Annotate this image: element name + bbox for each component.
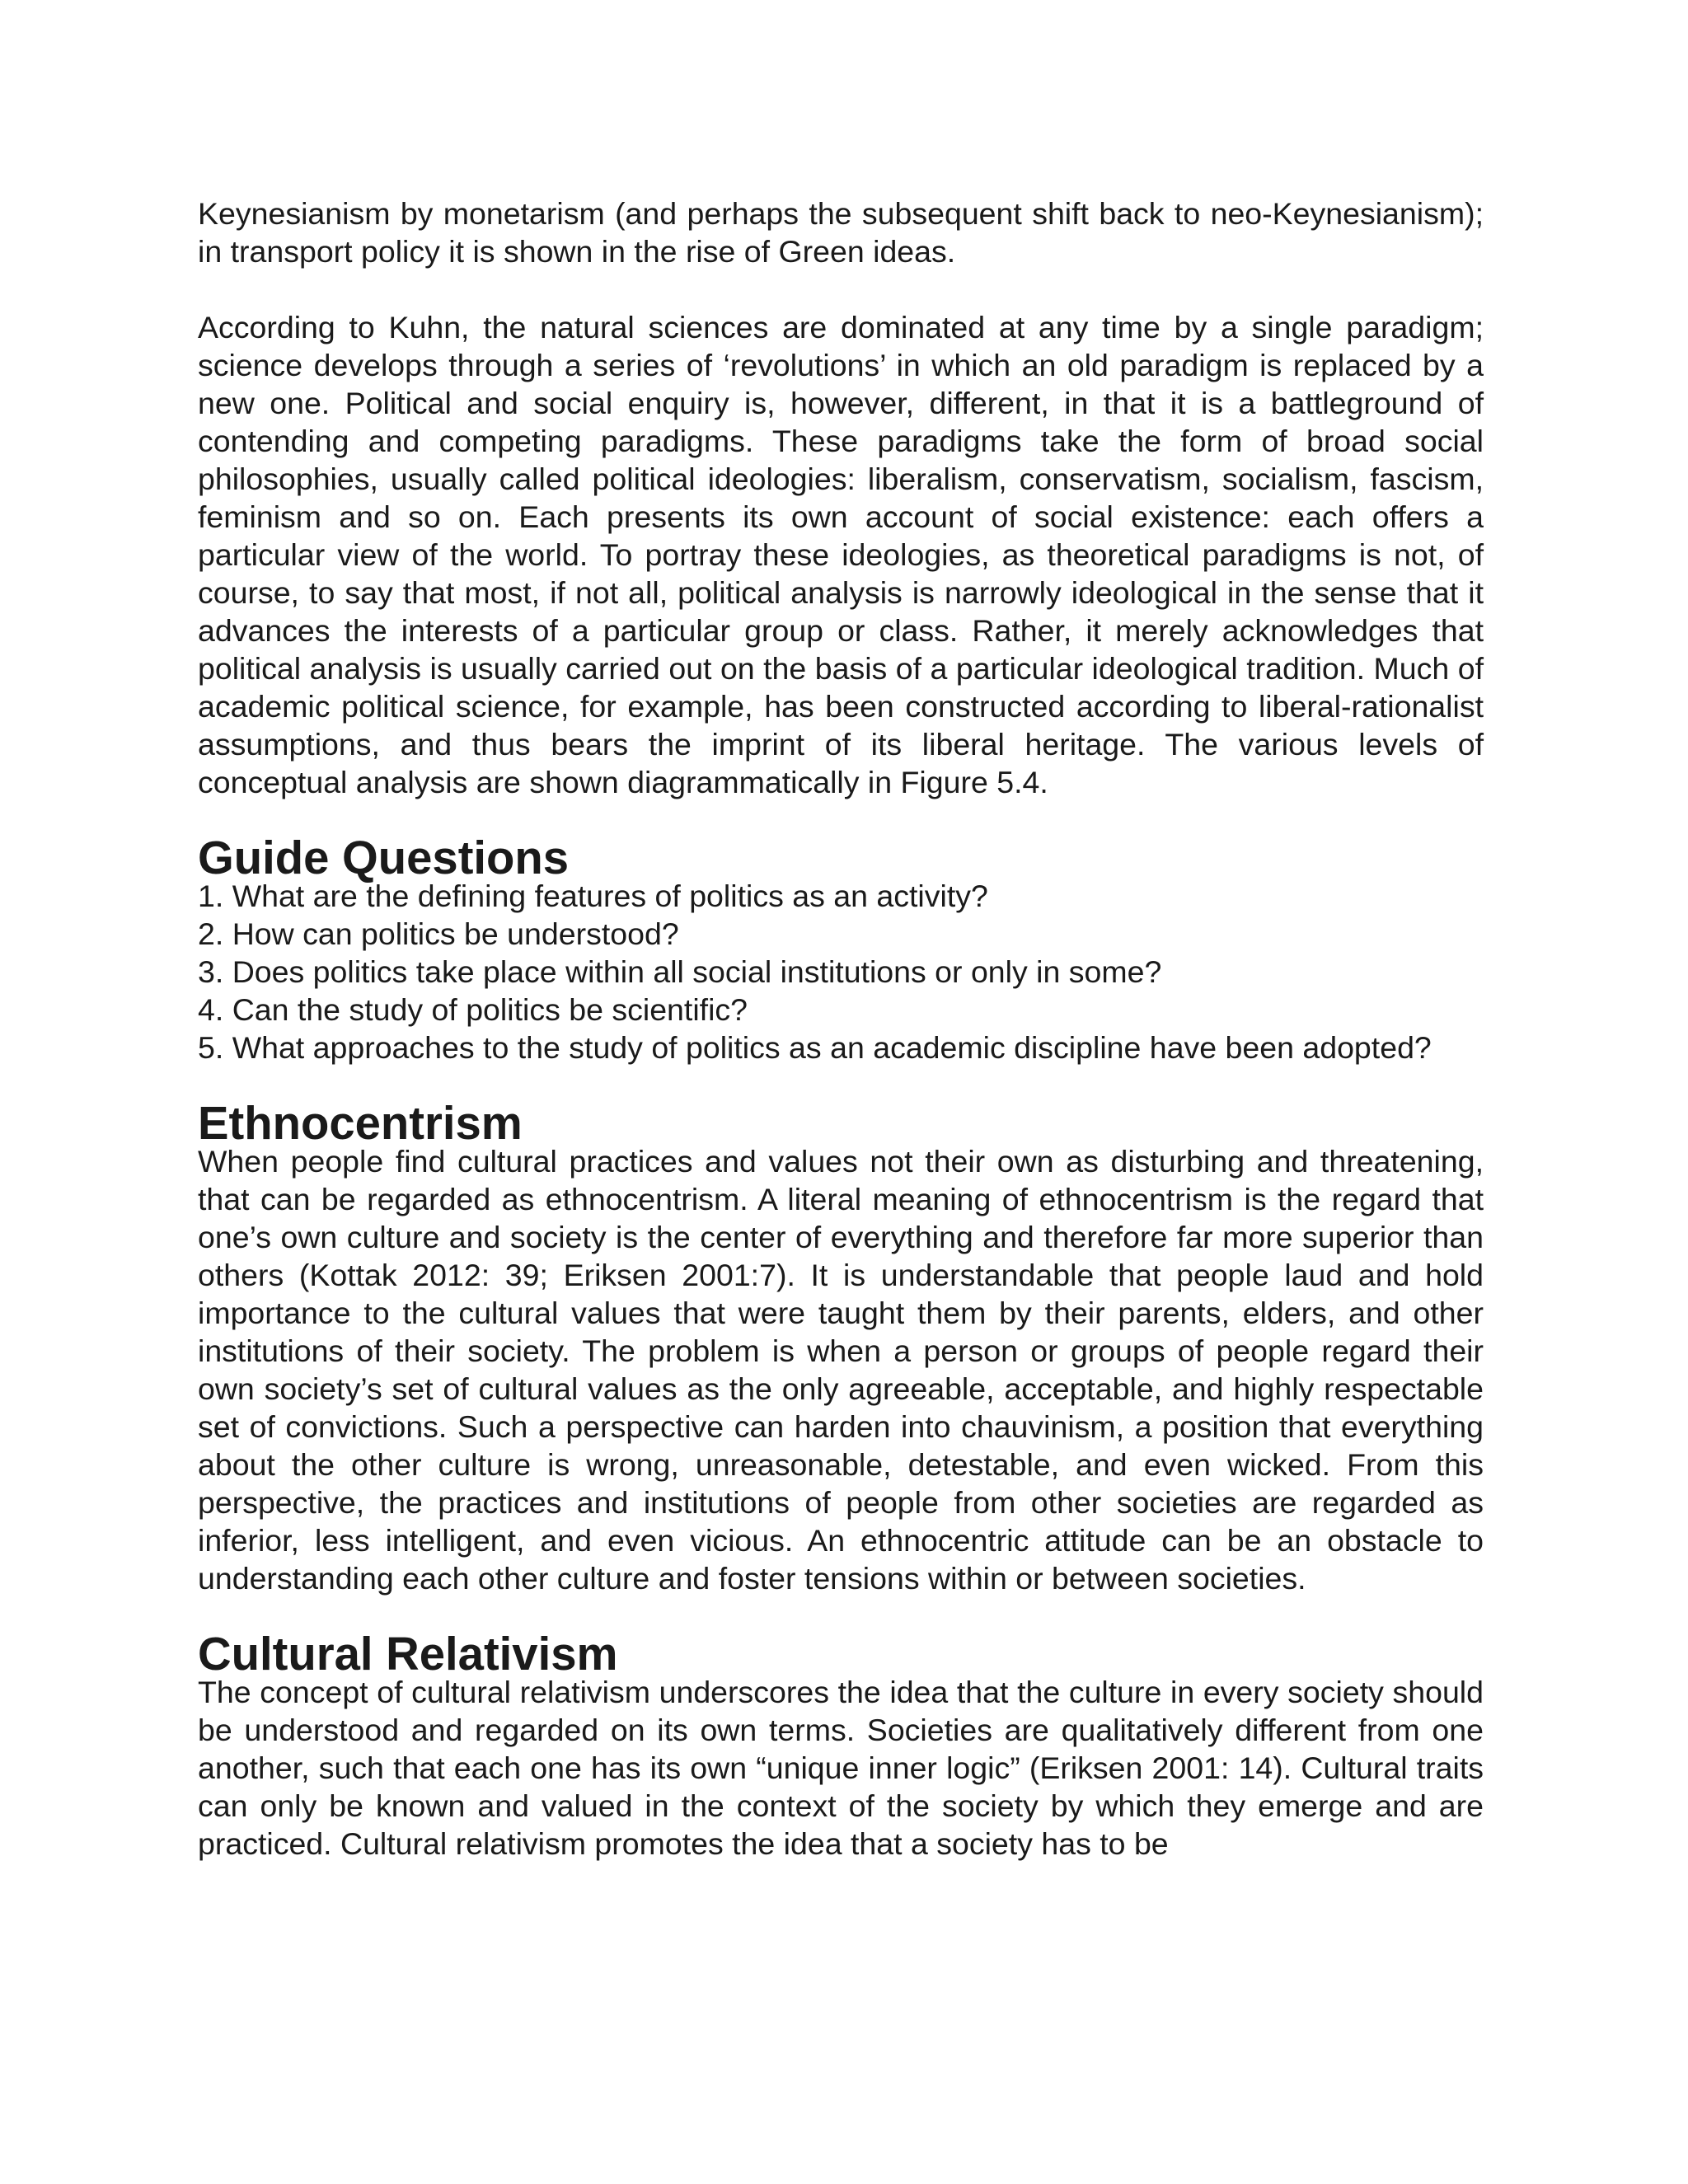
cultural-relativism-heading: Cultural Relativism	[198, 1628, 618, 1680]
paragraph-kuhn-paradigms: According to Kuhn, the natural sciences are dominated at any time by a single paradigm; science develops through a series of ‘revolutions’ in which an old paradigm is replaced by a new one. Political and social enquiry is, however, different, in that it is a battleground of contending and competing paradigms. These paradigms take the form of broad social philosophies, usually called political ideologies: liberalism, conservatism, socialism, fascism, feminism and so on. Each presents its own account of social existence: each offers a particular view of the world. To portray these ideologies, as theoretical paradigms is not, of course, to say that most, if not all, political analysis is narrowly ideological in the sense that it advances the interests of a particular group or class. Rather, it merely acknowledges that political analysis is usually carried out on the basis of a particular ideological tradition. Much of academic political science, for example, has been constructed according to liberal-rationalist assumptions, and thus bears the imprint of its liberal heritage. The various levels of conceptual analysis are shown diagrammatically in Figure 5.4.	[198, 310, 1484, 799]
guide-questions-list	[198, 877, 1484, 1066]
ethnocentrism-section	[198, 1097, 1484, 1597]
guide-question: 5. What approaches to the study of politics as an academic discipline have been adopted?	[198, 1030, 1432, 1065]
guide-question: 3. Does politics take place within all social institutions or only in some?	[198, 954, 1162, 989]
guide-questions-heading: Guide Questions	[198, 832, 570, 883]
guide-questions-section	[198, 832, 1484, 1066]
cultural-relativism-section	[198, 1628, 1484, 1863]
document-page	[198, 194, 1484, 1863]
guide-question: 2. How can politics be understood?	[198, 916, 679, 951]
cultural-relativism-body: The concept of cultural relativism underscores the idea that the culture in every society should be understood and regarded on its own terms. Societies are qualitatively different from one another, such that each one has its own “unique inner logic” (Eriksen 2001: 14). Cultural traits can only be known and valued in the context of the society by which they emerge and are practiced. Cultural relativism promotes the idea that a society has to be	[198, 1675, 1484, 1861]
guide-question: 4. Can the study of politics be scientific?	[198, 992, 748, 1027]
paragraph-keynesianism: Keynesianism by monetarism (and perhaps the subsequent shift back to neo-Keynesianism); in transport policy it is shown in the rise of Green ideas.	[198, 196, 1484, 269]
guide-question: 1. What are the defining features of politics as an activity?	[198, 879, 988, 913]
ethnocentrism-heading: Ethnocentrism	[198, 1097, 523, 1149]
ethnocentrism-body: When people find cultural practices and values not their own as disturbing and threatening, that can be regarded as ethnocentrism. A literal meaning of ethnocentrism is the regard that one’s own culture and society is the center of everything and therefore far more superior than others (Kottak 2012: 39; Eriksen 2001:7). It is understandable that people laud and hold importance to the cultural values that were taught them by their parents, elders, and other institutions of their society. The problem is when a person or groups of people regard their own society’s set of cultural values as the only agreeable, acceptable, and highly respectable set of convictions. Such a perspective can harden into chauvinism, a position that everything about the other culture is wrong, unreasonable, detestable, and even wicked. From this perspective, the practices and institutions of people from other societies are regarded as inferior, less intelligent, and even vicious. An ethnocentric attitude can be an obstacle to understanding each other culture and foster tensions within or between societies.	[198, 1144, 1484, 1596]
